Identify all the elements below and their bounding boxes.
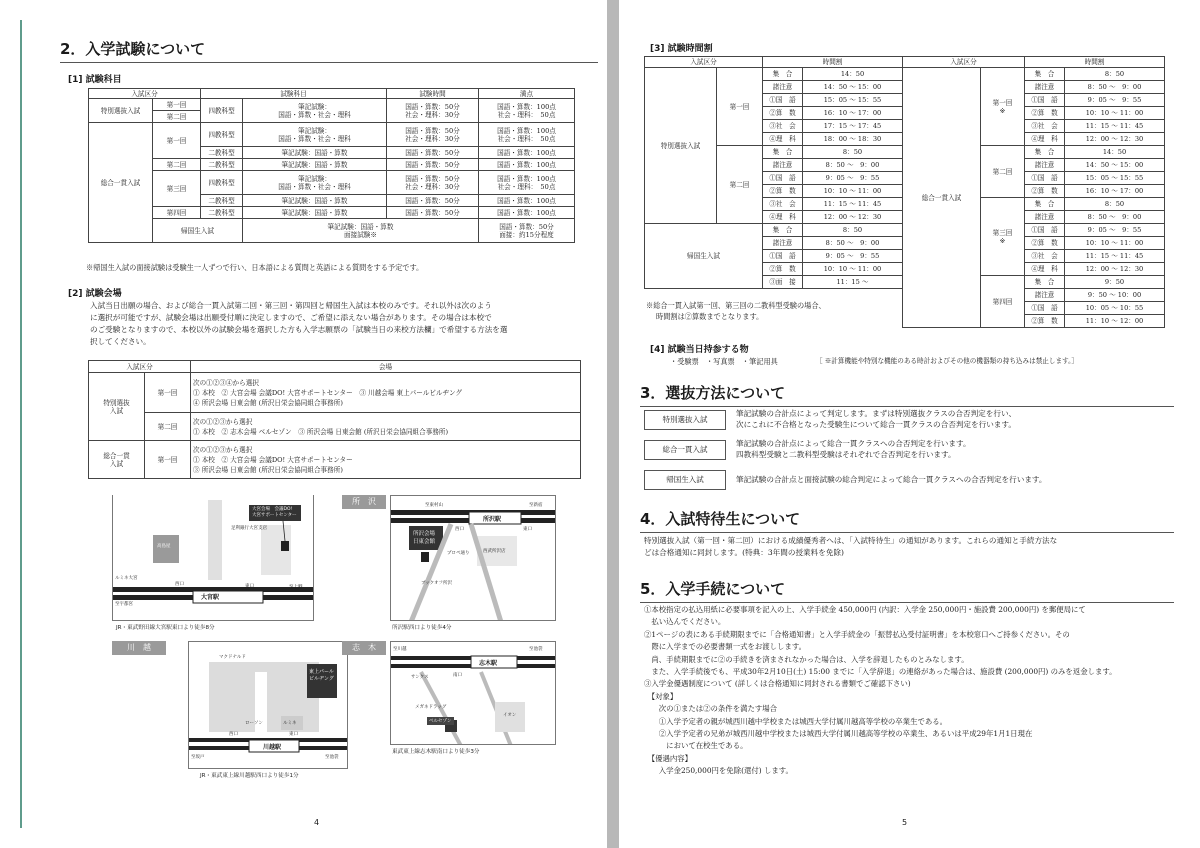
subject-cell: 筆記試験： 国語・算数・社会・理科 xyxy=(243,99,387,123)
period-cell: ②算 数 xyxy=(1025,237,1065,250)
period-cell: ①国 語 xyxy=(763,250,803,263)
timetable-note: ※総合一貫入試第一回、第三回の二教科型受験の場合、 時間割は②算数までとなります。 xyxy=(646,301,826,321)
section-title-scholarship: 4．入試特待生について xyxy=(640,508,1174,533)
round-label: 第二回 xyxy=(992,167,1013,176)
time-cell: 14：50 xyxy=(1065,146,1165,159)
tokorozawa-venue-label: 所沢会場 日東会館 xyxy=(413,531,436,545)
subsection-title-subjects: [1] 試験科目 xyxy=(68,75,122,85)
map-mark: 至川越 xyxy=(393,647,407,652)
time-cell: 11：15 〜 xyxy=(803,276,903,289)
period-cell: ④理 科 xyxy=(1025,133,1065,146)
right-page xyxy=(640,0,1180,848)
period-cell: ①国 語 xyxy=(763,94,803,107)
category-cell: 総合一貫入試 xyxy=(903,68,981,328)
subsection-title-venue: [2] 試験会場 xyxy=(68,289,122,299)
time-cell: 8：50 〜 9：00 xyxy=(1065,81,1165,94)
subject-cell: 筆記試験：国語・算数 面接試験※ xyxy=(243,219,479,243)
time-cell: 国語・算数：50分 xyxy=(387,195,479,207)
shiki-map-drawing xyxy=(391,642,556,745)
header-cell: 入試区分 xyxy=(645,57,763,68)
map-mark: ルミネ大宮 xyxy=(115,576,138,581)
round-cell: 第一回 xyxy=(717,68,763,146)
kawagoe-station-label: 川越駅 xyxy=(263,744,282,751)
enrollment-text xyxy=(644,604,1178,778)
subsection-title-items: [4] 試験当日持参する物 xyxy=(650,345,749,355)
section-title-selection: 3．選抜方法について xyxy=(640,382,1174,407)
time-cell: 12：00 〜 12：30 xyxy=(1065,263,1165,276)
margin-rule xyxy=(20,20,22,828)
map-kawagoe xyxy=(188,641,348,769)
time-cell: 10：10 〜 11：00 xyxy=(803,263,903,276)
tokorozawa-map-drawing xyxy=(391,496,556,621)
time-cell: 12：00 〜 12：30 xyxy=(803,211,903,224)
score-cell: 国語・算数：100点 社会・理科： 50点 xyxy=(479,123,575,147)
category-cell: 総合一貫 入試 xyxy=(89,441,145,479)
time-cell: 10：10 〜 11：00 xyxy=(803,185,903,198)
page-number: 5 xyxy=(902,818,908,827)
period-cell: ②算 数 xyxy=(1025,185,1065,198)
period-cell: 集 合 xyxy=(763,146,803,159)
time-cell: 14：50 〜 15：00 xyxy=(1065,159,1165,172)
score-cell: 国語・算数：100点 xyxy=(479,147,575,159)
round-cell xyxy=(981,276,1025,328)
enrollment-line: ①入学予定者の親が城西川越中学校または城西大学付属川越高等学校の卒業生である。 xyxy=(644,716,948,726)
interview-note: ※帰国生入試の面接試験は受験生一人ずつで行い、日本語による質問と英語による質問をする予定です。 xyxy=(86,263,424,272)
time-cell: 8：50 xyxy=(1065,68,1165,81)
map-mark: マクドナルド xyxy=(219,655,246,660)
period-cell: 集 合 xyxy=(1025,276,1065,289)
time-cell: 8：50 〜 9：00 xyxy=(803,237,903,250)
venue-intro: 入試当日出願の場合、および総合一貫入試第二回・第三回・第四回と帰国生入試は本校のみです。それ以外は次のよう に選択が可能ですが、試験会場は出願受付順に決定しますので、ご希望に添えない場合があります。その場合は本校で のご受験となりますので、本校以外の試験会場を選択した方も入学志願票の「試験当日の来校方法欄」で希望する方法を選 択してください。 xyxy=(90,301,508,346)
map-tokorozawa xyxy=(390,495,556,621)
enrollment-line: 払い込んでください。 xyxy=(644,617,726,627)
score-cell: 国語・算数：100点 社会・理科： 50点 xyxy=(479,99,575,123)
time-cell: 11：15 〜 11：45 xyxy=(1065,250,1165,263)
round-cell: 第四回 xyxy=(153,207,201,219)
enrollment-line: において在校生である。 xyxy=(644,741,748,751)
selection-text: 筆記試験の合計点によって総合一貫クラスへの合否判定を行います。 四教科型受験と二教科型受験はそれぞれで合否判定を行います。 xyxy=(736,439,971,459)
map-mark: 至上野 xyxy=(289,585,303,590)
type-cell: 二教科型 xyxy=(201,195,243,207)
type-cell: 四教科型 xyxy=(201,99,243,123)
map-label-shiki: 志 木 xyxy=(342,641,386,655)
round-cell: 第二回 xyxy=(145,413,191,441)
time-cell: 国語・算数：50分 xyxy=(387,159,479,171)
subject-cell: 筆記試験： 国語・算数・社会・理科 xyxy=(243,171,387,195)
time-cell: 8：50 〜 9：00 xyxy=(1065,211,1165,224)
map-mark: 東口 xyxy=(245,584,254,589)
time-cell: 18：00 〜 18：30 xyxy=(803,133,903,146)
map-label-tokorozawa: 所 沢 xyxy=(342,495,386,509)
period-cell: 集 合 xyxy=(1025,146,1065,159)
enrollment-line: 【対象】 xyxy=(644,691,678,701)
score-cell: 国語・算数：100点 xyxy=(479,159,575,171)
map-shiki xyxy=(390,641,556,745)
round-cell: 第一回 xyxy=(153,123,201,159)
venue-cell: 次の①②③から選択 ① 本校 ② 大宮会場 会議DO! 大宮サポートセンター ③ 所沢会場 日東会館 (所沢日栄会協同組合事務所) xyxy=(191,441,581,479)
time-cell: 10：05 〜 10：55 xyxy=(1065,302,1165,315)
period-cell: ④理 科 xyxy=(763,211,803,224)
period-cell: ④理 科 xyxy=(763,133,803,146)
time-cell: 8：50 〜 9：00 xyxy=(803,159,903,172)
timetable xyxy=(644,56,1165,328)
header-cell: 会場 xyxy=(191,361,581,373)
time-cell: 11：15 〜 11：45 xyxy=(803,198,903,211)
shiki-caption: 東武東上線志木駅南口より徒歩3分 xyxy=(392,749,480,755)
period-cell: ①国 語 xyxy=(1025,94,1065,107)
kawagoe-caption: JR・東武東上線川越駅西口より徒歩1分 xyxy=(200,773,299,779)
items-list: ・受験票 ・写真票 ・筆記用具 xyxy=(670,357,778,366)
scholarship-text: 特別選抜入試（第一回・第二回）における成績優秀者へは、「入試特待生」の通知があります。これらの通知と手続方法な どは合格通知に同封します。(特典：3年間の授業料を免除) xyxy=(644,536,1058,557)
selection-label: 帰国生入試 xyxy=(644,470,726,490)
time-cell: 8：50 xyxy=(803,146,903,159)
period-cell: 諸注意 xyxy=(1025,289,1065,302)
note-mark: ※ xyxy=(999,106,1006,115)
section-title-enrollment: 5．入学手続について xyxy=(640,578,1174,603)
time-cell: 9：05 〜 9：55 xyxy=(1065,94,1165,107)
time-cell: 9：50 xyxy=(1065,276,1165,289)
period-cell: 諸注意 xyxy=(763,81,803,94)
enrollment-line: ②1ページの表にある手続期限までに「合格通知書」と入学手続金の「振替払込受付証明書」を本校窓口へご持参ください。その xyxy=(644,629,1070,639)
round-cell: 第一回 xyxy=(145,441,191,479)
map-mark: 至池袋 xyxy=(529,647,543,652)
header-cell: 入試区分 xyxy=(903,57,1025,68)
score-cell: 国語・算数：100点 xyxy=(479,195,575,207)
period-cell: ②算 数 xyxy=(1025,107,1065,120)
type-cell: 四教科型 xyxy=(201,123,243,147)
category-cell: 特別選抜入試 xyxy=(89,99,153,123)
time-cell: 国語・算数：50分 xyxy=(387,207,479,219)
type-cell: 四教科型 xyxy=(201,171,243,195)
period-cell: ②算 数 xyxy=(763,263,803,276)
time-cell: 16：10 〜 17：00 xyxy=(803,107,903,120)
note-mark: ※ xyxy=(999,236,1006,245)
omiya-venue-label: 大宮会場 会議DO! 大宮サポートセンター xyxy=(252,507,297,518)
type-cell: 二教科型 xyxy=(201,147,243,159)
period-cell: 集 合 xyxy=(763,68,803,81)
period-cell: ②算 数 xyxy=(1025,315,1065,328)
header-cell: 満点 xyxy=(479,89,575,99)
type-cell: 二教科型 xyxy=(201,207,243,219)
map-mark: 至新宿 xyxy=(529,503,543,508)
map-omiya xyxy=(112,495,314,621)
venue-cell: 次の①②③から選択 ① 本校 ② 志木会場 ベルセゾン ③ 所沢会場 日東会館 (所沢日栄会協同組合事務所) xyxy=(191,413,581,441)
period-cell: 集 合 xyxy=(1025,198,1065,211)
tokorozawa-station-label: 所沢駅 xyxy=(483,516,502,523)
header-cell: 入試区分 xyxy=(89,361,191,373)
round-cell: 第一回 xyxy=(145,373,191,413)
shiki-station-label: 志木駅 xyxy=(479,660,498,667)
omiya-caption: JR・東武野田線大宮駅東口より徒歩8分 xyxy=(116,625,215,631)
selection-list xyxy=(644,410,1174,490)
round-cell xyxy=(981,198,1025,276)
period-cell: ③社 会 xyxy=(1025,250,1065,263)
map-mark: 西口 xyxy=(229,732,238,737)
type-cell: 二教科型 xyxy=(201,159,243,171)
round-cell xyxy=(981,146,1025,198)
section-title-exam: 2．入学試験について xyxy=(60,38,598,63)
enrollment-line: また、入学手続後でも、平成30年2月10日(土) 15:00 までに「入学辞退」の連絡があった場合は、施設費 (200,000円) のみを返金します。 xyxy=(644,667,1117,677)
time-cell: 国語・算数：50分 面接：約15分程度 xyxy=(479,219,575,243)
subject-cell: 筆記試験：国語・算数 xyxy=(243,207,387,219)
header-cell: 試験科目 xyxy=(201,89,387,99)
time-cell: 16：10 〜 17：00 xyxy=(1065,185,1165,198)
subject-cell: 筆記試験： 国語・算数・社会・理科 xyxy=(243,123,387,147)
period-cell: 諸注意 xyxy=(1025,159,1065,172)
map-mark: ローソン xyxy=(245,721,263,726)
enrollment-line: 際に入学までの必要書類一式をお渡しします。 xyxy=(644,642,807,652)
period-cell: ①国 語 xyxy=(1025,224,1065,237)
venue-table xyxy=(88,360,581,479)
selection-label: 総合一貫入試 xyxy=(644,440,726,460)
round-cell: 第三回 xyxy=(153,171,201,207)
time-cell: 8：50 xyxy=(1065,198,1165,211)
subject-cell: 筆記試験：国語・算数 xyxy=(243,159,387,171)
enrollment-line: ①本校指定の払込用紙に必要事項を記入の上、入学手続金 450,000円 (内訳：入学金 250,000円・施設費 200,000円) を郵便局にて xyxy=(644,605,1086,614)
time-cell: 14：50 〜 15：00 xyxy=(803,81,903,94)
map-mark: 至東村山 xyxy=(425,503,443,508)
subsection-title-timetable: [3] 試験時間割 xyxy=(650,44,713,54)
time-cell: 9：05 〜 9：55 xyxy=(803,250,903,263)
subjects-table xyxy=(88,88,575,243)
header-cell: 入試区分 xyxy=(89,89,201,99)
selection-text: 筆記試験の合計点と面接試験の総合判定によって総合一貫クラスへの合否判定を行います。 xyxy=(736,475,1047,484)
time-cell: 15：05 〜 15：55 xyxy=(803,94,903,107)
time-cell: 12：00 〜 12：30 xyxy=(1065,133,1165,146)
time-cell: 国語・算数：50分 社会・理科：30分 xyxy=(387,171,479,195)
time-cell: 9：50 〜 10：00 xyxy=(1065,289,1165,302)
map-mark: 至池袋 xyxy=(325,755,339,760)
enrollment-line: ②入学予定者の兄弟が城西川越中学校または城西大学付属川越高等学校の卒業生、あるいは平成29年1月1日現在 xyxy=(644,729,1033,739)
period-cell: ①国 語 xyxy=(1025,302,1065,315)
header-cell: 時間割 xyxy=(763,57,903,68)
map-mark: 至坂戸 xyxy=(191,755,205,760)
map-mark: 南口 xyxy=(453,673,462,678)
time-cell: 11：15 〜 11：45 xyxy=(1065,120,1165,133)
subject-cell: 筆記試験：国語・算数 xyxy=(243,195,387,207)
round-label: 第一回 xyxy=(992,98,1013,107)
score-cell: 国語・算数：100点 社会・理科： 50点 xyxy=(479,171,575,195)
period-cell: 集 合 xyxy=(1025,68,1065,81)
time-cell: 11：10 〜 12：00 xyxy=(1065,315,1165,328)
category-cell: 特別選抜 入試 xyxy=(89,373,145,441)
time-cell: 14：50 xyxy=(803,68,903,81)
enrollment-line: 尚、手続期限までに②の手続きを済まされなかった場合は、入学を辞退したものとみなします。 xyxy=(644,654,969,664)
items-note: ［ ※計算機能や特別な機能のある時計およびその他の機器類の持ち込みは禁止します。］ xyxy=(816,357,1079,365)
map-mark: 東口 xyxy=(289,732,298,737)
round-cell: 第一回 xyxy=(153,99,201,111)
round-label: 第三回 xyxy=(992,228,1013,237)
map-mark: 至宇都宮 xyxy=(115,602,133,607)
time-cell: 国語・算数：50分 社会・理科：30分 xyxy=(387,123,479,147)
period-cell: 諸注意 xyxy=(763,237,803,250)
map-mark: サンクス xyxy=(411,675,429,680)
time-cell: 10：10 〜 11：00 xyxy=(1065,107,1165,120)
period-cell: ②算 数 xyxy=(763,107,803,120)
page-number: 4 xyxy=(314,818,320,827)
page-gutter xyxy=(607,0,619,848)
round-cell xyxy=(981,68,1025,146)
subject-cell: 筆記試験：国語・算数 xyxy=(243,147,387,159)
period-cell: ③面 接 xyxy=(763,276,803,289)
map-mark: プロペ通り xyxy=(447,551,470,556)
round-label: 第四回 xyxy=(992,297,1013,306)
period-cell: ②算 数 xyxy=(763,185,803,198)
time-cell: 9：05 〜 9：55 xyxy=(803,172,903,185)
header-cell: 試験時間 xyxy=(387,89,479,99)
map-mark: イオン xyxy=(503,713,517,718)
header-cell: 時間割 xyxy=(1025,57,1165,68)
period-cell: ③社 会 xyxy=(1025,120,1065,133)
map-mark: 西口 xyxy=(175,582,184,587)
period-cell: ①国 語 xyxy=(763,172,803,185)
selection-label: 特別選抜入試 xyxy=(644,410,726,430)
map-mark: メガネドラッグ xyxy=(415,705,447,710)
venue-cell: 次の①②③④から選択 ① 本校 ② 大宮会場 会議DO! 大宮サポートセンター ③ 川越会場 東上パールビルヂング ④ 所沢会場 日東会館 (所沢日栄会協同組合事務所) xyxy=(191,373,581,413)
period-cell: 諸注意 xyxy=(1025,81,1065,94)
category-cell: 帰国生入試 xyxy=(153,219,243,243)
selection-text: 筆記試験の合計点によって判定します。まずは特別選抜クラスの合否判定を行い、 次にこれに不合格となった受験生について総合一貫クラスの合否判定を行います。 xyxy=(736,409,1017,429)
enrollment-line: 【優遇内容】 xyxy=(644,753,693,763)
map-mark: ブックオフ所沢 xyxy=(421,581,453,586)
period-cell: ③社 会 xyxy=(763,120,803,133)
omiya-station-label: 大宮駅 xyxy=(201,594,220,601)
round-cell: 第二回 xyxy=(153,159,201,171)
map-mark: 西口 xyxy=(455,527,464,532)
time-cell: 17：15 〜 17：45 xyxy=(803,120,903,133)
left-page xyxy=(40,0,600,848)
map-mark: 西武所沢店 xyxy=(483,549,506,554)
map-mark: 東口 xyxy=(523,527,532,532)
period-cell: 集 合 xyxy=(763,224,803,237)
time-cell: 15：05 〜 15：55 xyxy=(1065,172,1165,185)
shiki-venue-label: ベルセゾン xyxy=(429,719,452,724)
enrollment-line: 次の①または②の条件を満たす場合 xyxy=(644,704,778,714)
time-cell: 8：50 xyxy=(803,224,903,237)
time-cell: 国語・算数：50分 xyxy=(387,147,479,159)
time-cell: 9：05 〜 9：55 xyxy=(1065,224,1165,237)
time-cell: 10：10 〜 11：00 xyxy=(1065,237,1165,250)
round-cell: 第二回 xyxy=(153,111,201,123)
kawagoe-venue-label: 東上パール ビルヂング xyxy=(309,669,334,682)
period-cell: 諸注意 xyxy=(763,159,803,172)
category-cell: 総合一貫入試 xyxy=(89,123,153,243)
period-cell: 諸注意 xyxy=(1025,211,1065,224)
map-mark: 高島屋 xyxy=(157,544,171,549)
enrollment-line: 入学金250,000円を免除(還付) します。 xyxy=(644,766,793,776)
enrollment-line: ③入学金優遇制度について (詳しくは合格通知に同封される書類でご確認下さい) xyxy=(644,679,911,689)
score-cell: 国語・算数：100点 xyxy=(479,207,575,219)
tokorozawa-caption: 所沢駅西口より徒歩4分 xyxy=(392,625,452,631)
category-cell: 帰国生入試 xyxy=(645,224,763,289)
map-mark: 足利銀行大宮支店 xyxy=(231,526,267,531)
round-cell: 第二回 xyxy=(717,146,763,224)
map-mark: ルミネ xyxy=(283,721,297,726)
map-label-kawagoe: 川 越 xyxy=(112,641,166,655)
category-cell: 特別選抜入試 xyxy=(645,68,717,224)
time-cell: 国語・算数：50分 社会・理科：30分 xyxy=(387,99,479,123)
period-cell: ③社 会 xyxy=(763,198,803,211)
period-cell: ④理 科 xyxy=(1025,263,1065,276)
period-cell: ①国 語 xyxy=(1025,172,1065,185)
